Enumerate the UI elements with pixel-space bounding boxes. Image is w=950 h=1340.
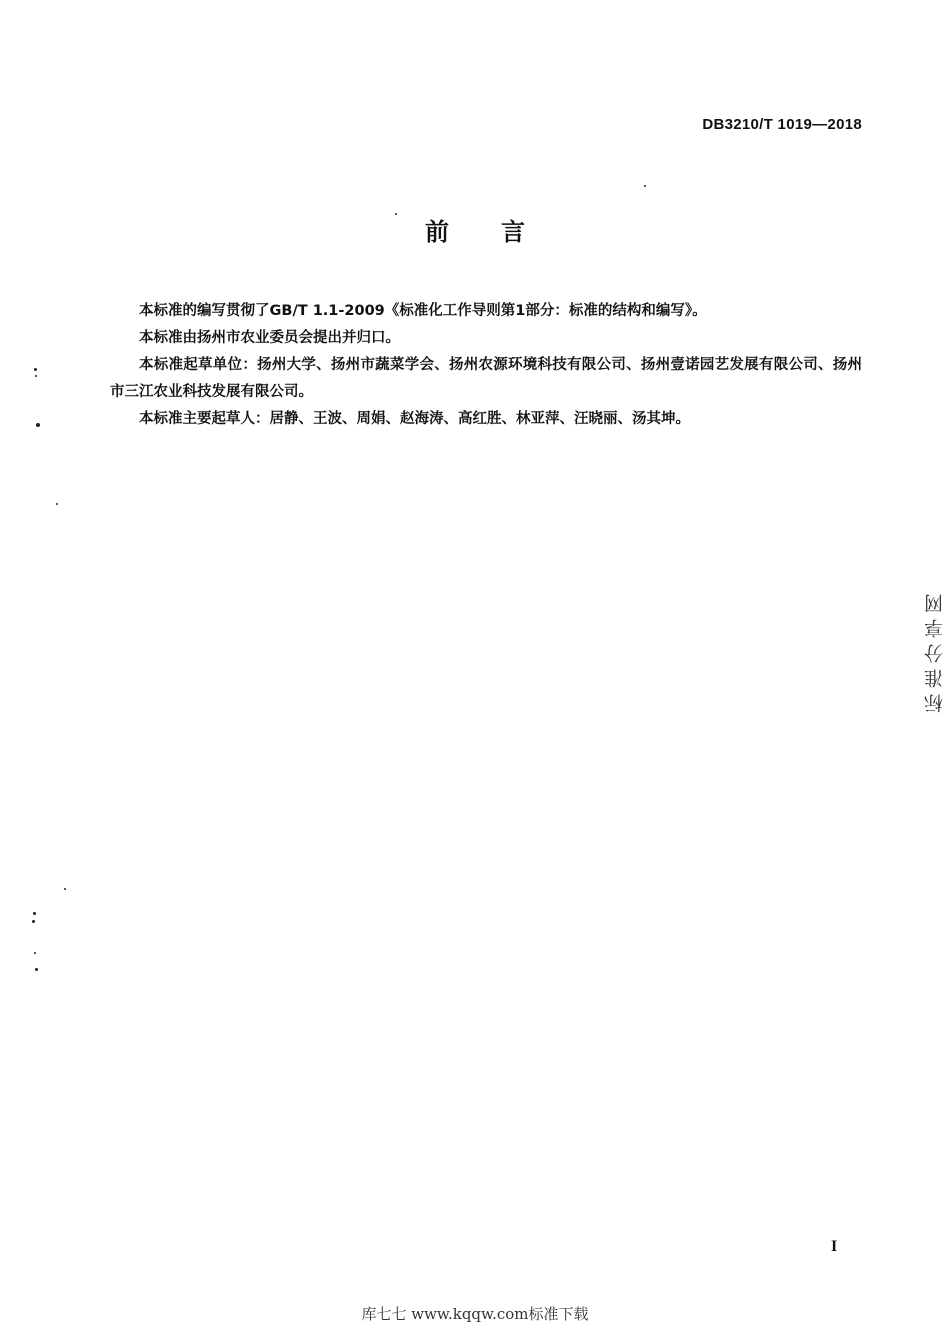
footer-watermark: 库七七 www.kqqw.com标准下载 xyxy=(361,1305,589,1323)
scan-speck xyxy=(34,368,37,371)
scan-speck xyxy=(35,968,38,971)
foreword-body xyxy=(110,298,862,433)
scan-speck xyxy=(32,920,35,923)
paragraph-drafting-basis: 本标准的编写贯彻了GB/T 1.1-2009《标准化工作导则第1部分：标准的结构和编写》。 xyxy=(139,303,707,319)
scan-speck xyxy=(34,952,36,954)
scan-speck xyxy=(644,185,646,187)
scan-speck xyxy=(64,888,66,890)
side-watermark-stamp xyxy=(924,588,948,758)
scan-speck xyxy=(56,503,58,505)
side-watermark-text: 标准分享网 xyxy=(924,588,946,713)
scan-speck xyxy=(35,375,37,377)
page-title: 前言 xyxy=(425,218,577,246)
document-code: DB3210/T 1019—2018 xyxy=(702,116,862,133)
paragraph-proposer: 本标准由扬州市农业委员会提出并归口。 xyxy=(139,330,400,346)
scan-speck xyxy=(36,423,40,427)
scan-speck xyxy=(33,912,36,915)
scan-speck xyxy=(395,213,397,215)
page-number: I xyxy=(831,1238,838,1255)
paragraph-drafting-units: 本标准起草单位：扬州大学、扬州市蔬菜学会、扬州农源环境科技有限公司、扬州壹诺园艺发展有限公司、扬州市三江农业科技发展有限公司。 xyxy=(110,357,862,400)
paragraph-drafters: 本标准主要起草人：居静、王波、周娟、赵海涛、高红胜、林亚萍、汪晓丽、汤其坤。 xyxy=(139,411,690,427)
